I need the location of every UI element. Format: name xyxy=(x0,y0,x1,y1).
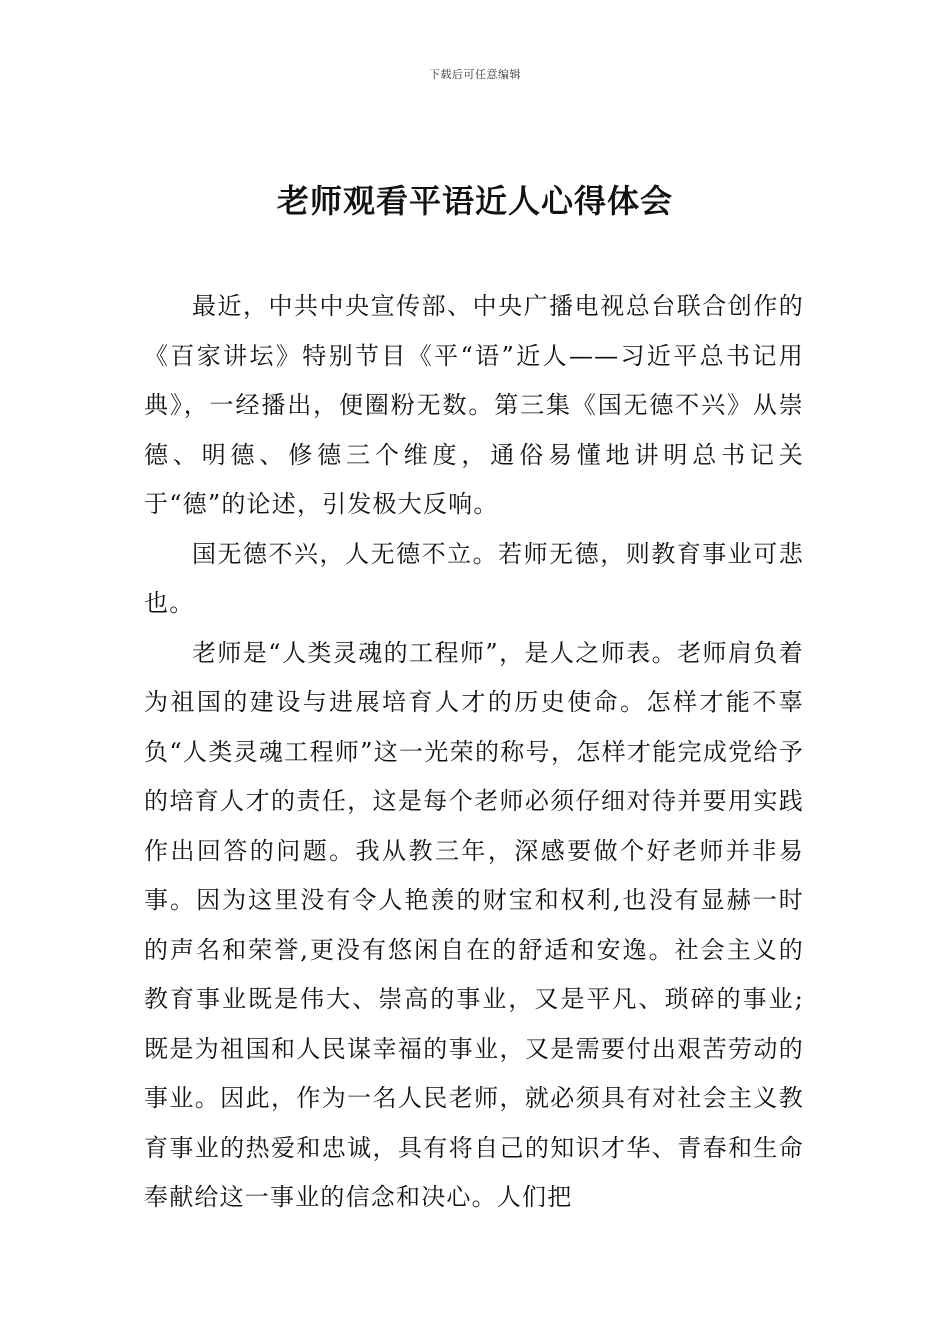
paragraph: 老师是“人类灵魂的工程师”，是人之师表。老师肩负着为祖国的建设与进展培育人才的历史使命。怎样才能不辜负“人类灵魂工程师”这一光荣的称号，怎样才能完成党给予的培育人才的责任，这是每个老师必须仔细对待并要用实践作出回答的问题。我从教三年，深感要做个好老师并非易事。因为这里没有令人艳羡的财宝和权利,也没有显赫一时的声名和荣誉,更没有悠闲自在的舒适和安逸。社会主义的教育事业既是伟大、崇高的事业，又是平凡、琐碎的事业;既是为祖国和人民谋幸福的事业，又是需要付出艰苦劳动的事业。因此，作为一名人民老师，就必须具有对社会主义教育事业的热爱和忠诚，具有将自己的知识才华、青春和生命奉献给这一事业的信念和决心。人们把 xyxy=(144,638,804,1211)
paragraph: 最近，中共中央宣传部、中央广播电视总台联合创作的《百家讲坛》特别节目《平“语”近人——习近平总书记用典》，一经播出，便圈粉无数。第三集《国无德不兴》从崇德、明德、修德三个维度，通俗易懂地讲明总书记关于“德”的论述，引发极大反响。 xyxy=(144,292,804,518)
document-title: 老师观看平语近人心得体会 xyxy=(276,182,673,220)
document-body xyxy=(144,282,804,1223)
header-note: 下载后可任意编辑 xyxy=(429,68,521,81)
paragraph: 国无德不兴，人无德不立。若师无德，则教育事业可悲也。 xyxy=(144,539,804,617)
